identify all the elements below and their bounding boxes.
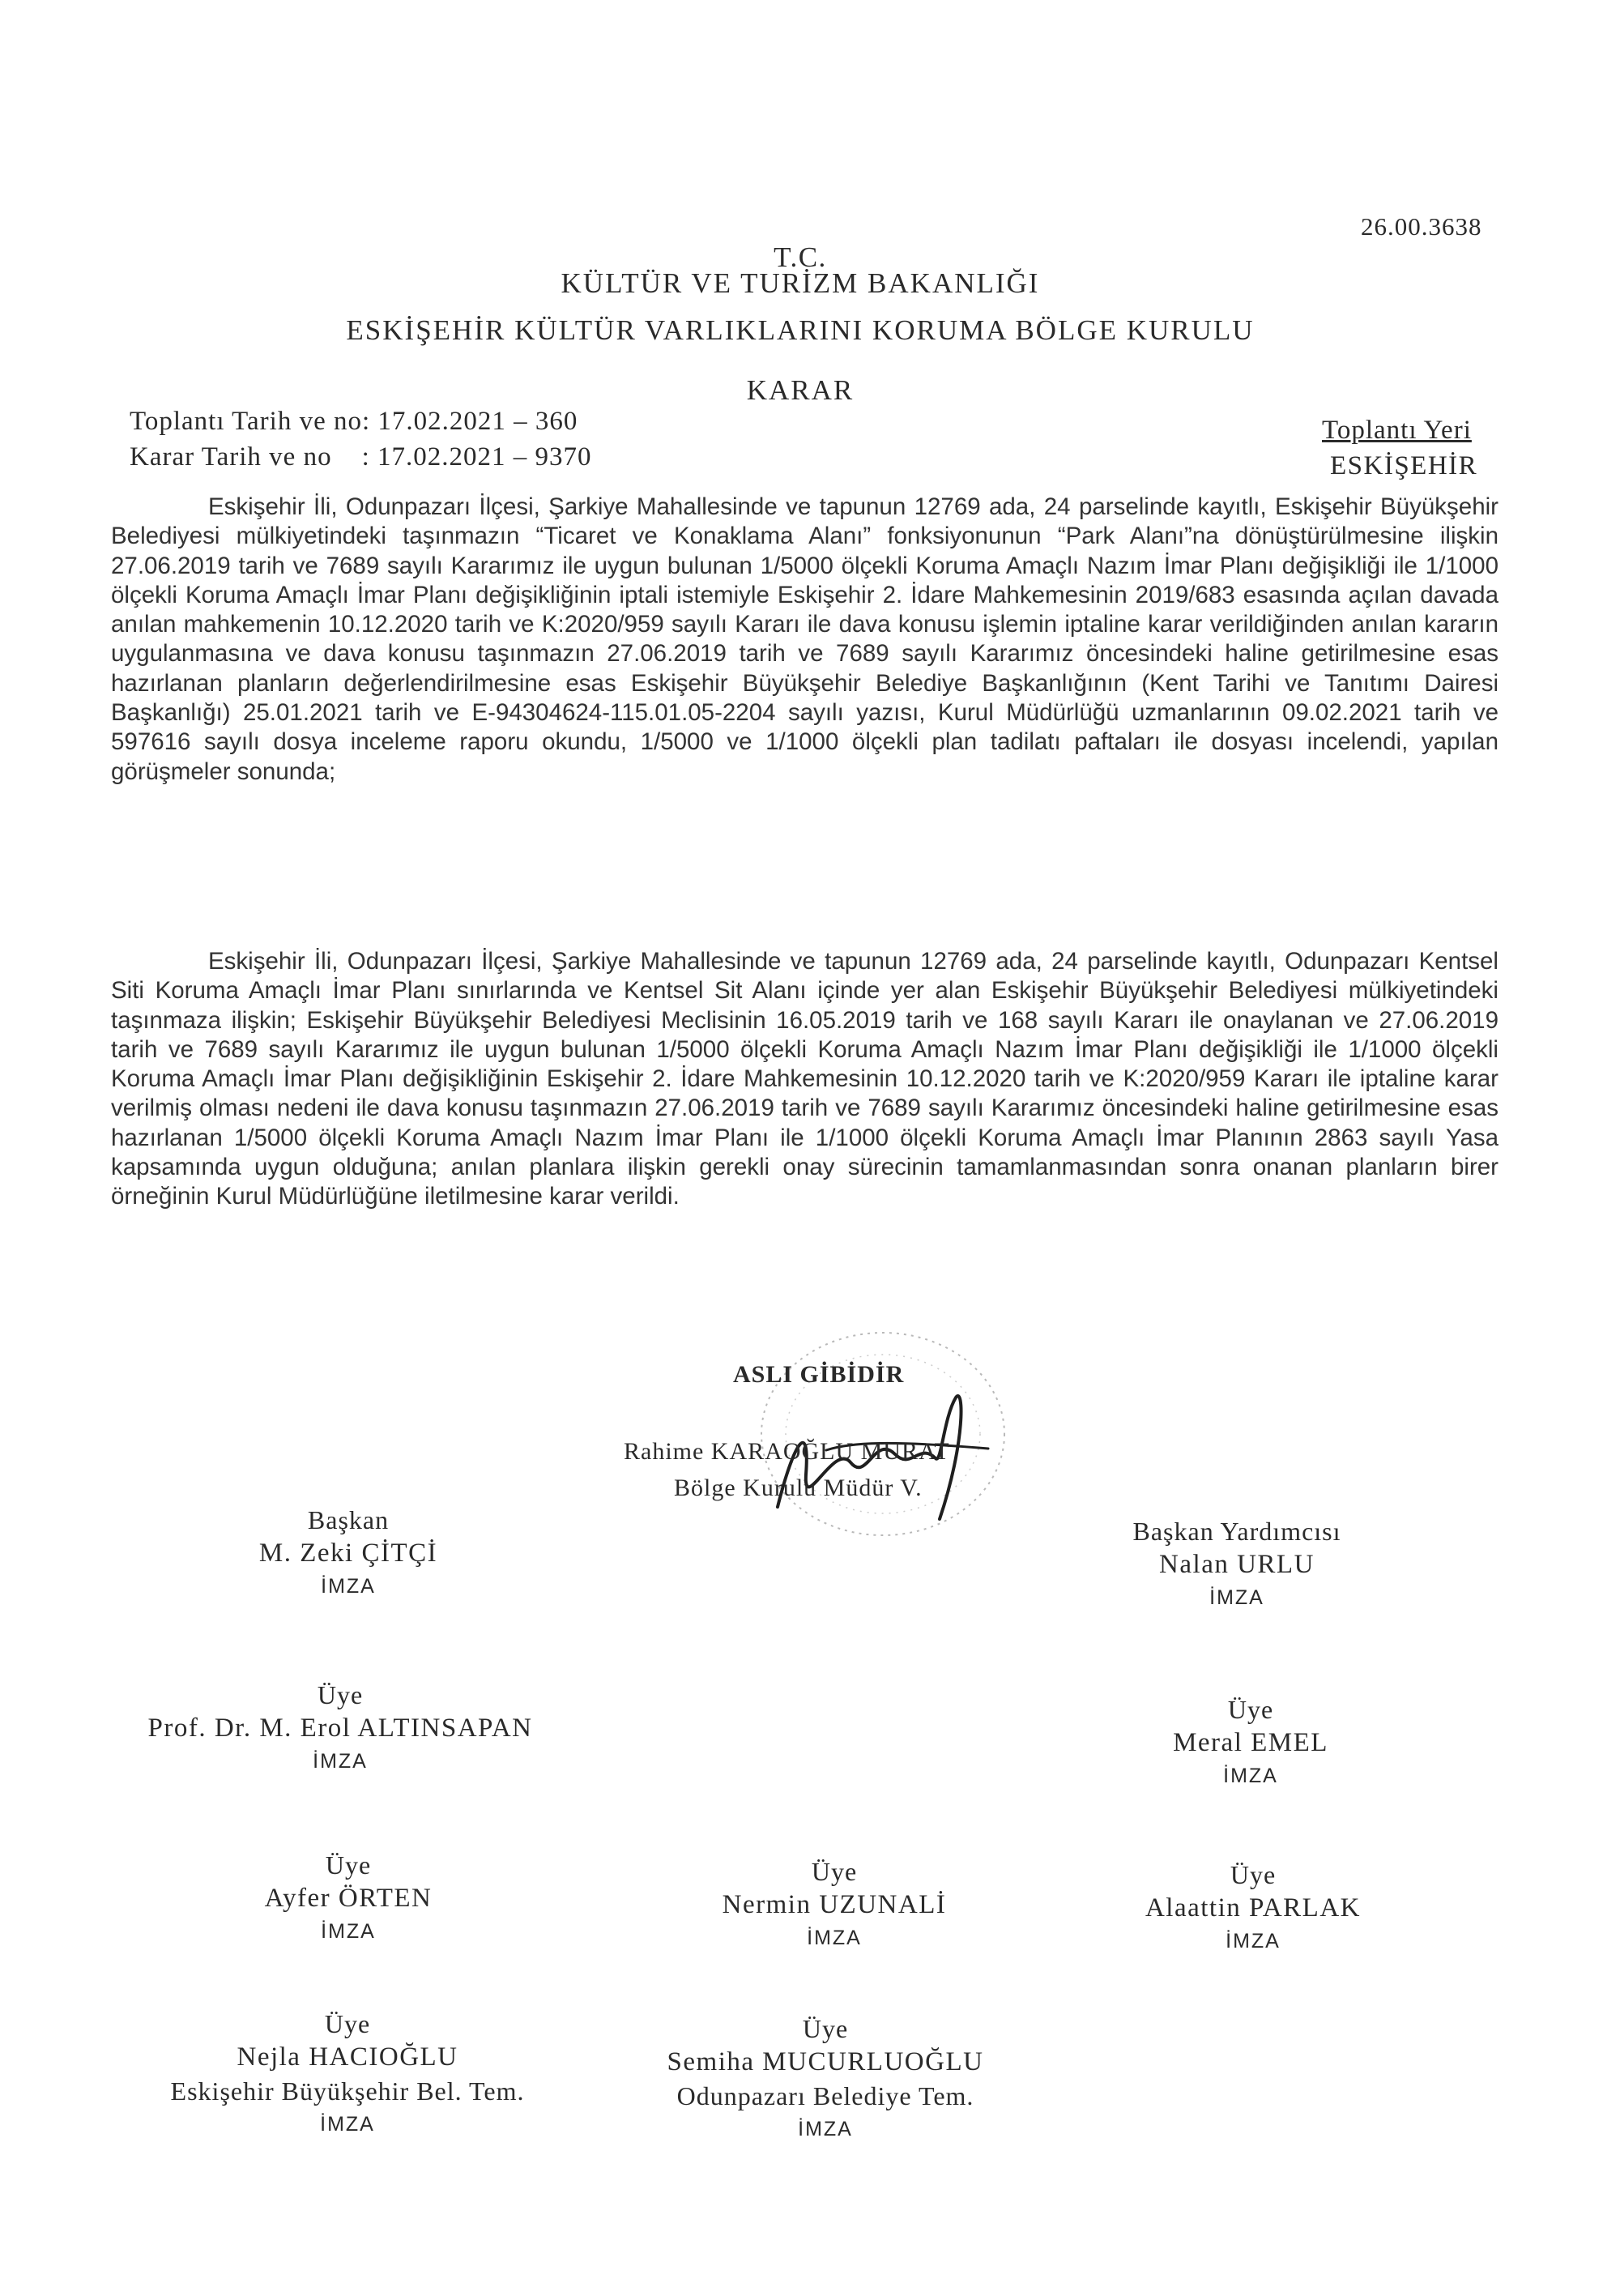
signature-mark: İMZA <box>1226 1930 1281 1952</box>
signatory-role: Üye <box>325 1850 372 1880</box>
signatory-name: M. Zeki ÇİTÇİ <box>258 1538 438 1568</box>
signatory-name: Prof. Dr. M. Erol ALTINSAPAN <box>147 1713 533 1743</box>
signatory-vice-chair <box>953 1515 1520 1614</box>
signature-mark: İMZA <box>320 2113 375 2136</box>
signature-mark: İMZA <box>313 1750 368 1773</box>
signatory-role: Üye <box>811 1857 858 1886</box>
signatory-role: Üye <box>324 2009 371 2038</box>
signature-mark: İMZA <box>1209 1586 1264 1609</box>
header-board: ESKİŞEHİR KÜLTÜR VARLIKLARINI KORUMA BÖLGE KURULU <box>346 314 1255 346</box>
signatory-representative: Eskişehir Büyükşehir Bel. Tem. <box>170 2076 525 2106</box>
certifier-title: Bölge Kurulu Müdür V. <box>674 1474 923 1501</box>
signatory-name: Semiha MUCURLUOĞLU <box>667 2047 984 2076</box>
signatory-role: Üye <box>1230 1860 1277 1889</box>
signatory-member-1 <box>57 1679 624 1777</box>
signatory-role: Başkan Yardımcısı <box>1132 1517 1341 1546</box>
header-tc: T.C. <box>774 241 827 273</box>
signatory-name: Nejla HACIOĞLU <box>237 2042 458 2072</box>
signatory-role: Üye <box>317 1680 364 1709</box>
certifier-name: Rahime KARAOĞLU MURAT <box>624 1438 950 1465</box>
signatory-member-3 <box>65 1849 632 1948</box>
meeting-date-number: Toplantı Tarih ve no: 17.02.2021 – 360 <box>130 407 578 436</box>
signature-mark: İMZA <box>321 1575 376 1598</box>
signatory-member-2 <box>967 1693 1534 1792</box>
signatory-chair <box>65 1504 632 1603</box>
signatory-role: Başkan <box>307 1505 390 1534</box>
body-paragraph-1: Eskişehir İli, Odunpazarı İlçesi, Şarkiye Mahallesinde ve tapunun 12769 ada, 24 parselinde kayıtlı, Eskişehir Büyükşehir Belediyesi mülkiyetindeki taşınmazın “Ticaret ve Konaklama Alanı” fonksiyonunun “Park Alanı”na dönüştürülmesine ilişkin 27.06.2019 tarih ve 7689 sayılı Kararımız ile uygun bulunan 1/5000 ölçekli Koruma Amaçlı Nazım İmar Planı değişikliği ile 1/1000 ölçekli Koruma Amaçlı İmar Planı değişikliğinin iptali istemiyle Eskişehir 2. İdare Mahkemesinin 2019/683 esasında açılan davada anılan mahkemenin 10.12.2020 tarih ve K:2020/959 sayılı Kararı ile dava konusu işlemin iptaline karar verildiğinden anılan kararın uygulanmasına ve dava konusu taşınmazın 27.06.2019 tarih ve 7689 sayılı Kararımız öncesindeki haline getirilmesine esas hazırlanan planların değerlendirilmesine esas Eskişehir Büyükşehir Belediye Başkanlığının (Kent Tarihi ve Tanıtımı Dairesi Başkanlığı) 25.01.2021 tarih ve E-94304624-115.01.05-2204 sayılı yazısı, Kurul Müdürlüğü uzmanlarının 09.02.2021 tarih ve 597616 sayılı dosya inceleme raporu okundu, 1/5000 ve 1/1000 ölçekli plan tadilatı paftaları ile dosyası incelendi, yapılan görüşmeler sonunda; <box>111 493 1498 785</box>
meeting-place-label: Toplantı Yeri <box>1322 416 1472 445</box>
signatory-member-5 <box>970 1859 1537 1957</box>
document-number: 26.00.3638 <box>1361 212 1482 241</box>
signatory-member-7 <box>542 2012 1109 2145</box>
signatory-name: Nalan URLU <box>1159 1550 1315 1579</box>
signatory-role: Üye <box>802 2014 849 2043</box>
signatory-name: Nermin UZUNALİ <box>722 1890 947 1919</box>
signatory-name: Meral EMEL <box>1173 1728 1328 1757</box>
header-ministry: KÜLTÜR VE TURİZM BAKANLIĞI <box>561 267 1040 299</box>
meeting-place-value: ESKİŞEHİR <box>1330 451 1478 480</box>
body-paragraph-2: Eskişehir İli, Odunpazarı İlçesi, Şarkiye Mahallesinde ve tapunun 12769 ada, 24 parselinde kayıtlı, Odunpazarı Kentsel Siti Koruma Amaçlı İmar Planı sınırlarında ve Kentsel Sit Alanı içinde yer alan Eskişehir Büyükşehir Belediyesi mülkiyetindeki taşınmaza ilişkin; Eskişehir Büyükşehir Belediyesi Meclisinin 16.05.2019 tarih ve 168 sayılı Kararı ile onaylanan ve 27.06.2019 tarih ve 7689 sayılı Kararımız ile uygun bulunan 1/5000 ölçekli Koruma Amaçlı Nazım İmar Planı değişikliği ile 1/1000 ölçekli Koruma Amaçlı İmar Planı değişikliğinin Eskişehir 2. İdare Mahkemesinin 10.12.2020 tarih ve K:2020/959 Kararı ile iptaline karar verilmiş olması nedeni ile dava konusu taşınmazın 27.06.2019 tarih ve 7689 sayılı Kararımız öncesindeki haline getirilmesine esas hazırlanan 1/5000 ölçekli Koruma Amaçlı Nazım İmar Planı ile 1/1000 ölçekli Koruma Amaçlı İmar Planının 2863 sayılı Yasa kapsamında uygun olduğuna; anılan planlara ilişkin gerekli onay sürecinin tamamlanmasından sonra onanan planların birer örneğinin Kurul Müdürlüğüne iletilmesine karar verildi. <box>111 948 1498 1210</box>
signature-mark: İMZA <box>1223 1765 1278 1787</box>
signatory-representative: Odunpazarı Belediye Tem. <box>676 2081 974 2110</box>
signature-mark: İMZA <box>807 1927 862 1949</box>
certified-copy-stamp: ASLI GİBİDİR <box>733 1361 905 1388</box>
signatory-name: Ayfer ÖRTEN <box>264 1884 433 1913</box>
signatory-name: Alaattin PARLAK <box>1145 1893 1362 1923</box>
signatory-role: Üye <box>1227 1695 1274 1724</box>
decision-date-number: Karar Tarih ve no : 17.02.2021 – 9370 <box>130 442 592 472</box>
signature-mark: İMZA <box>321 1920 376 1943</box>
header-decision-title: KARAR <box>746 374 855 406</box>
signature-mark: İMZA <box>798 2118 853 2140</box>
